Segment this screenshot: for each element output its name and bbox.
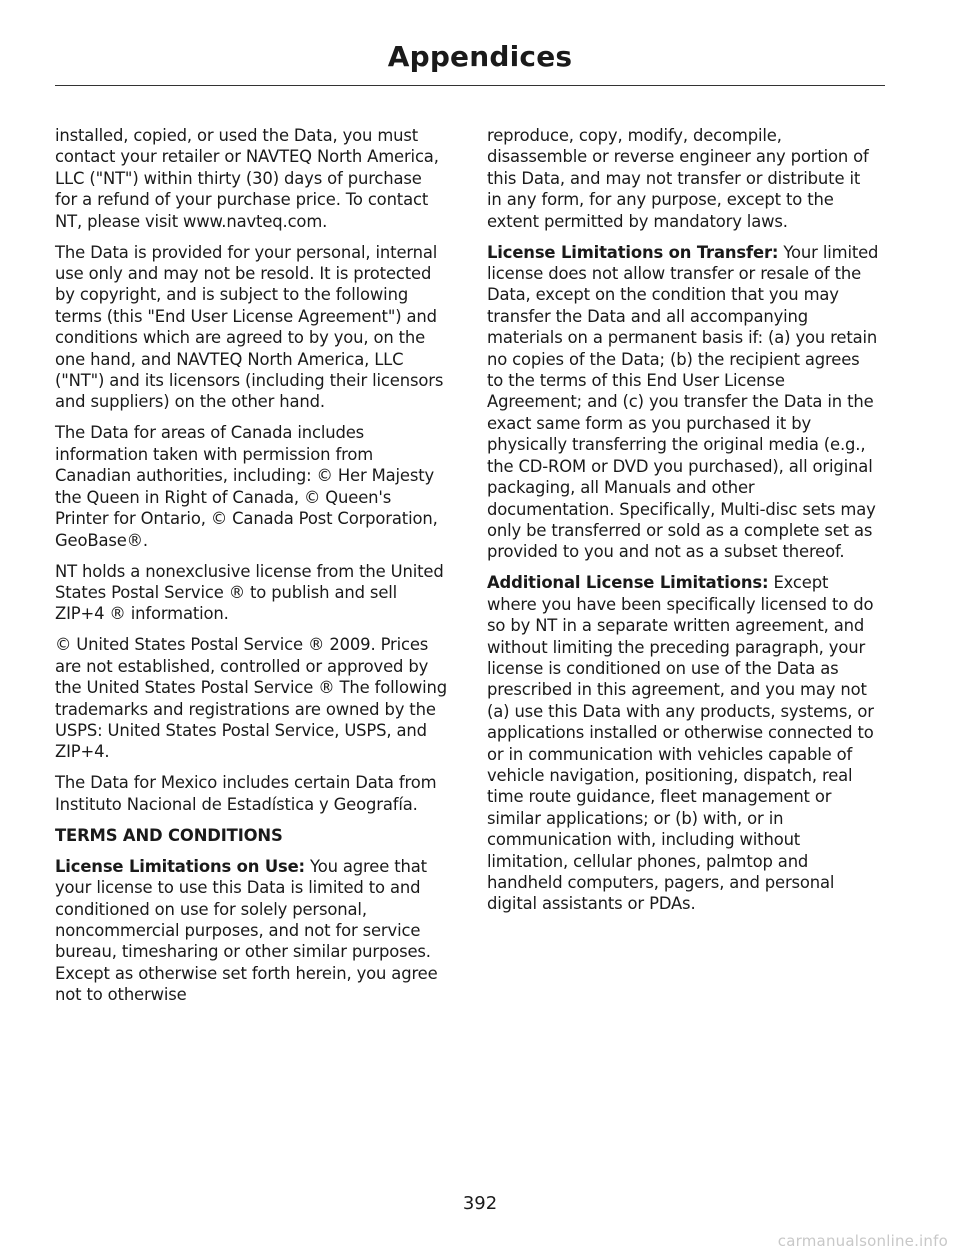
section-heading: TERMS AND CONDITIONS (55, 825, 283, 845)
paragraph-label: Additional License Limitations: (487, 573, 769, 593)
paragraph (487, 572, 879, 915)
paragraph: The Data for Mexico includes certain Data from Instituto Nacional de Estadística y Geografía. (55, 773, 437, 814)
paragraph: reproduce, copy, modify, decompile, disassemble or reverse engineer any portion of this Data, and may not transfer or distribute it in any form, for any purpose, except to the extent permitted by mandatory laws. (487, 126, 869, 231)
paragraph (55, 856, 447, 1006)
paragraph-label: License Limitations on Transfer: (487, 242, 779, 262)
paragraph-label: License Limitations on Use: (55, 856, 305, 876)
paragraph: The Data for areas of Canada includes information taken with permission from Canadian authorities, including: © Her Majesty the Queen in Right of Canada, © Queen's Printer for Ontario, © Canada Post Corporation, GeoBase®. (55, 423, 438, 550)
paragraph: NT holds a nonexclusive license from the United States Postal Service ® to publish and sell ZIP+4 ® information. (55, 561, 444, 624)
paragraph-text: You agree that your license to use this Data is limited to and conditioned on use for solely personal, noncommercial purposes, and not for service bureau, timesharing or other similar purposes. Except as otherwise set forth herein, you agree not to otherwise (55, 856, 438, 1005)
paragraph: The Data is provided for your personal, internal use only and may not be resold. It is protected by copyright, and is subject to the following terms (this "End User License Agreement") and conditions which are agreed to by you, on the one hand, and NAVTEQ North America, LLC ("NT") and its licensors (including their licensors and suppliers) on the other hand. (55, 242, 444, 412)
paragraph: © United States Postal Service ® 2009. Prices are not established, controlled or approved by the United States Postal Service ® The following trademarks and registrations are owned by the USPS: United States Postal Service, USPS, and ZIP+4. (55, 635, 447, 762)
paragraph-text: Your limited license does not allow transfer or resale of the Data, except on the condition that you may transfer the Data and all accompanying materials on a permanent basis if: (a) you retain no copies of the Data; (b) the recipient agrees to the terms of this End User License Agreement; and (c) you transfer the Data in the exact same form as you purchased it by physically transferring the original media (e.g., the CD-ROM or DVD you purchased), all original packaging, all Manuals and other documentation. Specifically, Multi-disc sets may only be transferred or sold as a complete set as provided to you and not as a subset thereof. (487, 242, 879, 562)
header-divider (55, 85, 885, 86)
paragraph (487, 242, 879, 563)
paragraph: installed, copied, or used the Data, you must contact your retailer or NAVTEQ North America, LLC ("NT") within thirty (30) days of purchase for a refund of your purchase price. To contact NT, please visit www.navteq.com. (55, 126, 439, 231)
page-title: Appendices (387, 40, 573, 73)
paragraph-text: Except where you have been specifically licensed to do so by NT in a separate written agreement, and without limiting the preceding paragraph, your license is conditioned on use of the Data as prescribed in this agreement, and you may not (a) use this Data with any products, systems, or applications installed or otherwise connected to or in communication with vehicles capable of vehicle navigation, positioning, dispatch, real time route guidance, fleet management or similar applications; or (b) with, or in communication with, including without limitation, cellular phones, palmtop and handheld computers, pagers, and personal digital assistants or PDAs. (487, 573, 874, 914)
left-column (55, 125, 447, 1015)
right-column (487, 125, 879, 924)
watermark: carmanualsonline.info (777, 1232, 948, 1250)
page-number: 392 (462, 1193, 498, 1214)
